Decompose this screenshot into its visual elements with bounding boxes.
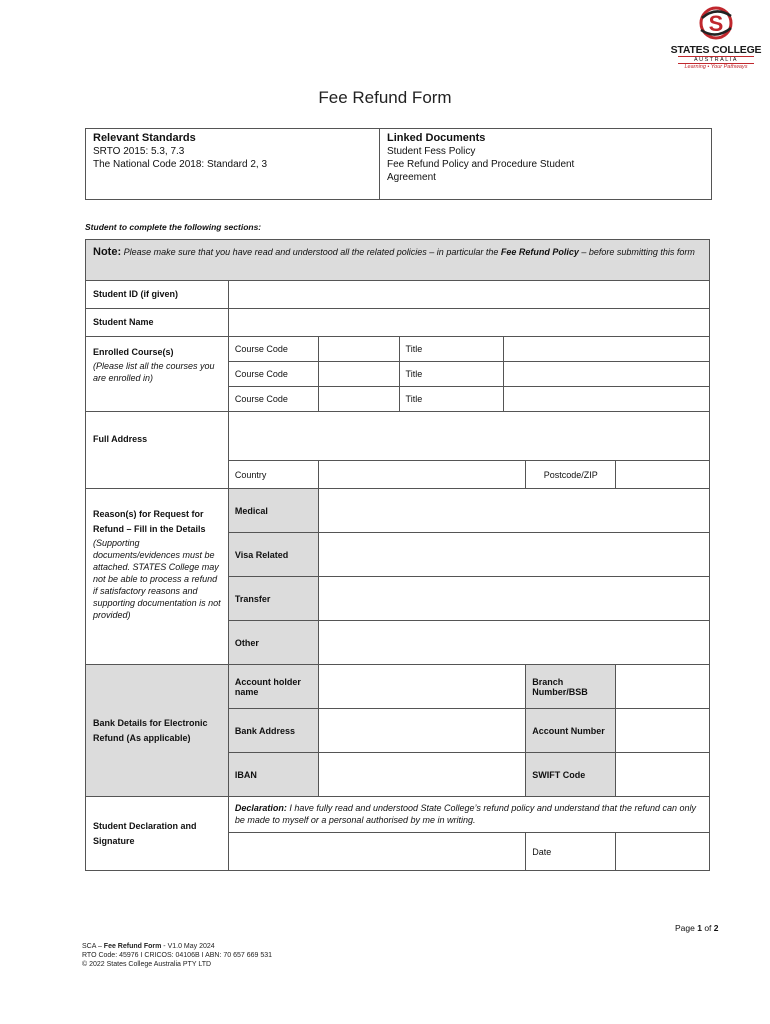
svg-text:S: S: [708, 11, 724, 36]
student-id-label: Student ID (if given): [86, 281, 229, 309]
footer-line-3: © 2022 States College Australia PTY LTD: [82, 961, 212, 968]
footer: [82, 942, 272, 969]
declaration-text: [228, 797, 709, 833]
course-code-field-3[interactable]: [318, 387, 399, 412]
relevant-standards-heading: Relevant Standards: [93, 132, 196, 144]
swift-field[interactable]: [616, 753, 710, 797]
linked-documents-heading: Linked Documents: [387, 132, 486, 144]
postcode-field[interactable]: [616, 461, 710, 489]
reason-other-label: Other: [228, 621, 318, 665]
reason-visa-label: Visa Related: [228, 533, 318, 577]
full-address-field[interactable]: [228, 412, 709, 461]
account-holder-label: Account holder name: [228, 665, 318, 709]
note-banner: [86, 240, 710, 281]
note-label: Note:: [93, 246, 122, 258]
branch-label: Branch Number/BSB: [526, 665, 616, 709]
course-code-label-1: Course Code: [228, 337, 318, 362]
logo-brand: STATES COLLEGE: [670, 44, 762, 56]
logo-tagline: Learning • Your Pathways: [684, 64, 748, 70]
course-title-field-1[interactable]: [504, 337, 710, 362]
standards-table: [85, 128, 712, 200]
bank-address-label: Bank Address: [228, 709, 318, 753]
footer-line-2: RTO Code: 45976 I CRICOS: 04106B I ABN: 70 657 669 531: [82, 952, 273, 959]
reasons-hint: (Supporting documents/evidences must be attached. STATES College may not be able to process a refund if satisfactory reasons and supporting documentation is not provided): [93, 538, 221, 620]
page-of: of: [701, 923, 714, 933]
reason-medical-field[interactable]: [318, 489, 709, 533]
note-text-before: Please make sure that you have read and understood all the related policies – in particular the: [121, 247, 501, 257]
course-title-label-2: Title: [399, 362, 504, 387]
account-number-label: Account Number: [526, 709, 616, 753]
reason-other-field[interactable]: [318, 621, 709, 665]
course-title-field-3[interactable]: [504, 387, 710, 412]
relevant-standards-cell: [86, 129, 380, 200]
country-label: Country: [228, 461, 318, 489]
branch-field[interactable]: [616, 665, 710, 709]
declaration-body: I have fully read and understood State College’s refund policy and understand that the refund can only be made to myself or a personal authorised by me in writing.: [234, 803, 696, 825]
form-title: Fee Refund Form: [318, 88, 452, 107]
page-total: 2: [713, 923, 719, 933]
standards-line-2: The National Code 2018: Standard 2, 3: [93, 159, 268, 170]
iban-label: IBAN: [228, 753, 318, 797]
linked-line-2: Fee Refund Policy and Procedure Student: [387, 159, 575, 170]
signature-field[interactable]: [228, 833, 525, 871]
country-field[interactable]: [318, 461, 526, 489]
iban-field[interactable]: [318, 753, 526, 797]
page-current: 1: [697, 923, 702, 933]
swift-label: SWIFT Code: [526, 753, 616, 797]
reason-visa-field[interactable]: [318, 533, 709, 577]
note-text-after: – before submitting this form: [578, 247, 695, 257]
full-address-label: Full Address: [86, 412, 229, 489]
course-title-label-3: Title: [399, 387, 504, 412]
college-logo: [668, 4, 764, 68]
declaration-prefix: Declaration:: [234, 803, 287, 813]
linked-line-1: Student Fess Policy: [387, 146, 476, 157]
enrolled-courses-title: Enrolled Course(s): [93, 347, 174, 357]
logo-subtitle: AUSTRALIA: [678, 56, 754, 64]
account-number-field[interactable]: [616, 709, 710, 753]
linked-line-3: Agreement: [387, 172, 436, 183]
date-label: Date: [526, 833, 616, 871]
course-code-label-3: Course Code: [228, 387, 318, 412]
note-policy: Fee Refund Policy: [500, 247, 579, 257]
bank-details-label: Bank Details for Electronic Refund (As applicable): [86, 665, 229, 797]
page-prefix: Page: [675, 923, 698, 933]
course-title-field-2[interactable]: [504, 362, 710, 387]
instruction-text: Student to complete the following sections:: [85, 222, 262, 232]
enrolled-courses-label: [86, 337, 229, 412]
reasons-title: Reason(s) for Request for Refund – Fill in the Details: [93, 509, 206, 534]
footer-line1-prefix: SCA –: [82, 943, 104, 950]
date-field[interactable]: [616, 833, 710, 871]
linked-documents-cell: [380, 129, 712, 200]
footer-line1-suffix: - V1.0 May 2024: [161, 943, 215, 950]
student-id-field[interactable]: [228, 281, 709, 309]
course-code-field-1[interactable]: [318, 337, 399, 362]
footer-line-1: [82, 942, 272, 951]
reason-transfer-label: Transfer: [228, 577, 318, 621]
student-name-field[interactable]: [228, 309, 709, 337]
page-number: [675, 923, 719, 933]
course-code-label-2: Course Code: [228, 362, 318, 387]
footer-line1-bold: Fee Refund Form: [103, 943, 162, 950]
account-holder-field[interactable]: [318, 665, 526, 709]
logo-globe-icon: [698, 4, 734, 42]
postcode-label: Postcode/ZIP: [526, 461, 616, 489]
refund-form-table: [85, 239, 710, 871]
student-name-label: Student Name: [86, 309, 229, 337]
reasons-label: [86, 489, 229, 665]
enrolled-courses-hint: (Please list all the courses you are enrolled in): [93, 361, 215, 383]
course-code-field-2[interactable]: [318, 362, 399, 387]
bank-address-field[interactable]: [318, 709, 526, 753]
declaration-label: Student Declaration and Signature: [86, 797, 229, 871]
standards-line-1: SRTO 2015: 5.3, 7.3: [93, 146, 185, 157]
reason-transfer-field[interactable]: [318, 577, 709, 621]
reason-medical-label: Medical: [228, 489, 318, 533]
course-title-label-1: Title: [399, 337, 504, 362]
